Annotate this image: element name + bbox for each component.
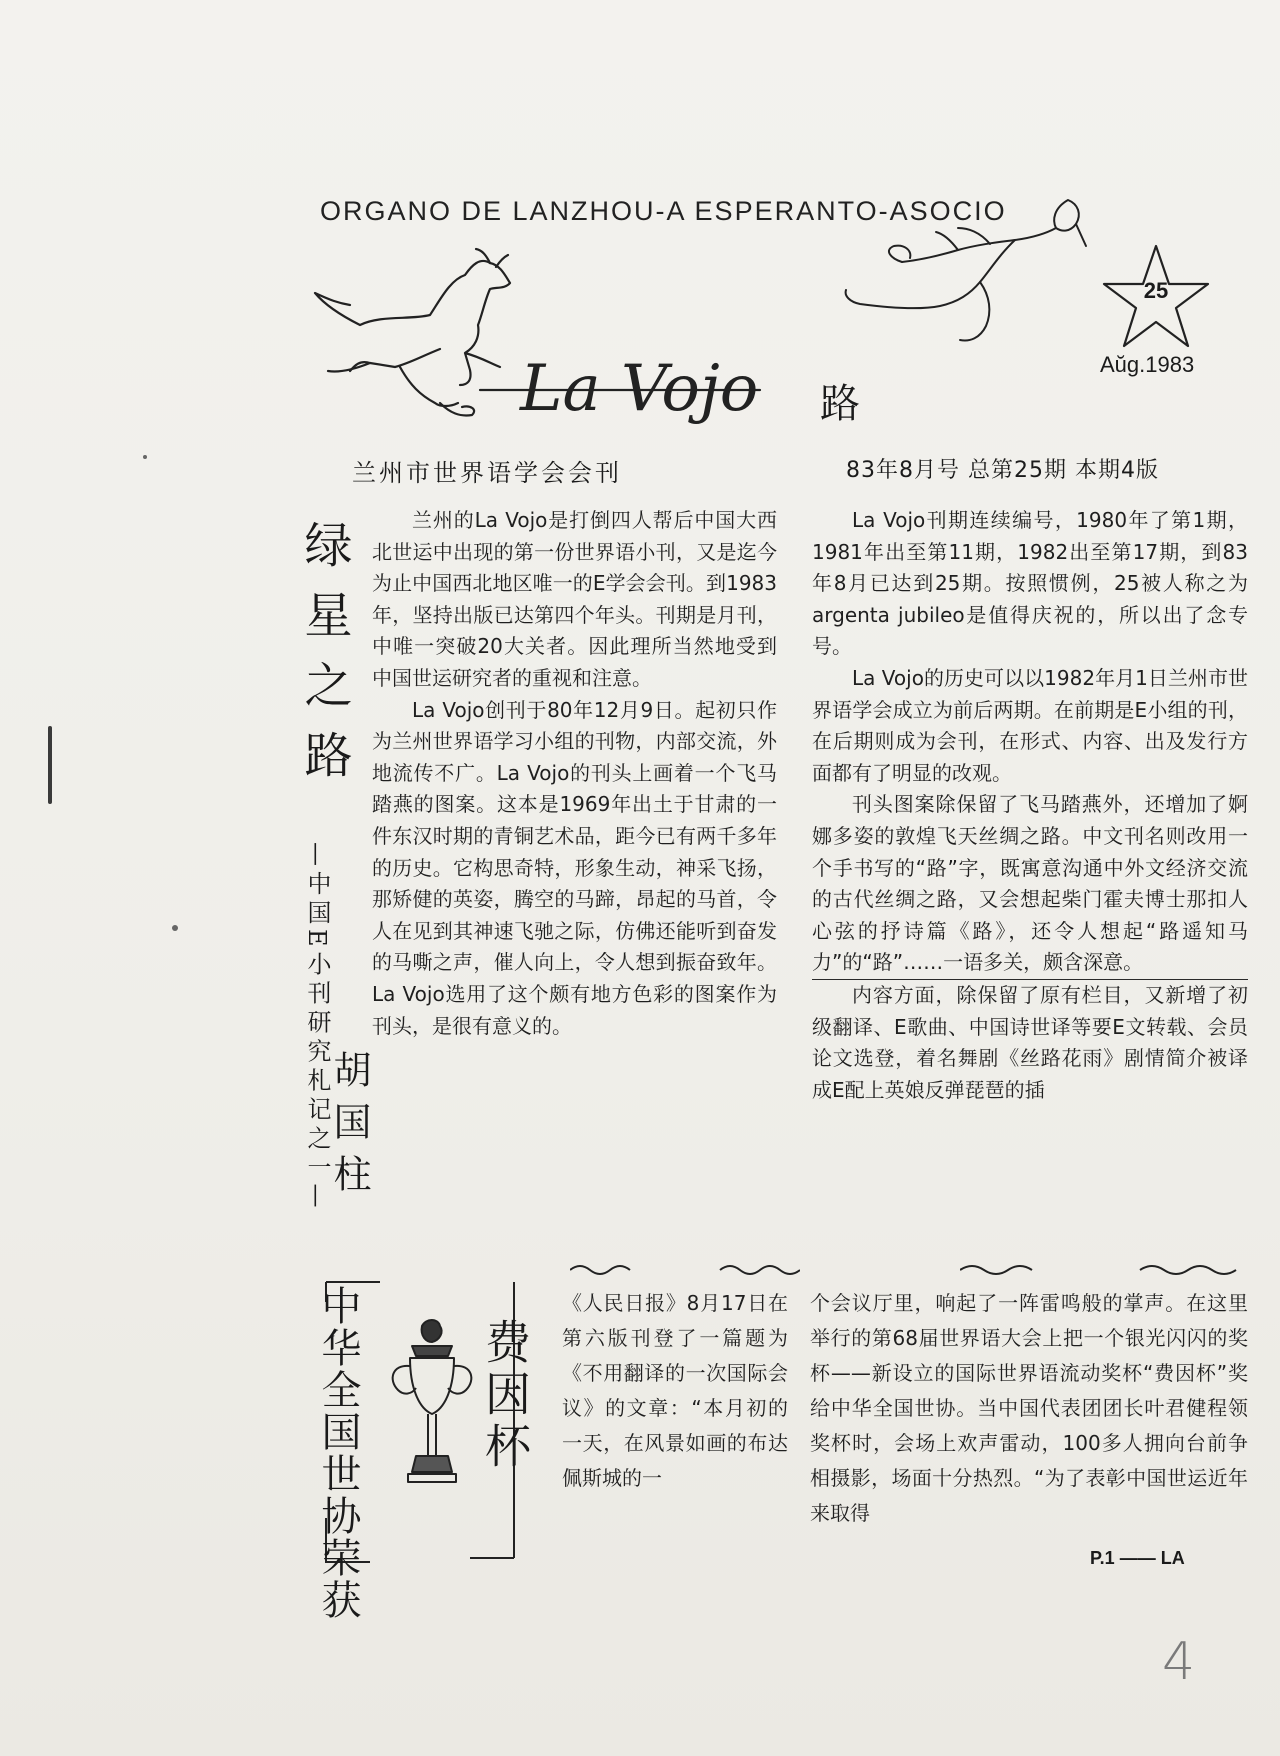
paragraph: 个会议厅里，响起了一阵雷鸣般的掌声。在这里举行的第68届世界语大会上把一个银光闪闪的奖杯——新设立的国际世界语流动奖杯“费因杯”奖给中华全国世协。当中国代表团团长叶君健程领奖杯时，会场上欢声雷动，100多人拥向台前争相摄影，场面十分热烈。“为了表彰中国世运近年来取得: [810, 1291, 1248, 1525]
article-column-1: [372, 505, 777, 1042]
news-headline-left: 中华全国世协荣获: [315, 1285, 361, 1621]
paragraph: La Vojo的历史可以以1982年月1日兰州市世界语学会成立为前后两期。在前期是E小组的刊，在后期则成为会刊，在形式、内容、出及发行方面都有了明显的改观。: [812, 665, 1248, 785]
issue-number: 25: [1143, 278, 1169, 303]
paragraph: 《人民日报》8月17日在第六版刊登了一篇题为《不用翻译的一次国际会议》的文章：“本月初的一天，在风景如画的布达佩斯城的一: [562, 1291, 788, 1490]
issue-date: Aŭg.1983: [1100, 352, 1195, 377]
paragraph: 刊头图案除保留了飞马踏燕外，还增加了婀娜多姿的敦煌飞天丝绸之路。中文刊名则改用一个手书写的“路”字，既寓意沟通中外文经济交流的古代丝绸之路，又会想起柴门霍夫博士那扣人心弦的抒诗篇《路》，还令人想起“路遥知马力”的“路”……一语多关，颇含深意。: [812, 789, 1248, 980]
news-column-b: [810, 1286, 1248, 1531]
handwritten-page-number: 4: [1162, 1632, 1196, 1692]
article-headline: 绿星之路: [296, 520, 352, 800]
organization-line: ORGANO DE LANZHOU-A ESPERANTO-ASOCIO: [320, 196, 1007, 226]
paragraph: 兰州的La Vojo是打倒四人帮后中国大西北世运中出现的第一份世界语小刊，又是迄今为止中国西北地区唯一的E学会会刊。到1983年，坚持出版已达第四个年头。刊期是月刊，中唯一突破20大关者。因此理所当然地受到中国世运研究者的重视和注意。: [372, 508, 777, 690]
ink-speck: [172, 925, 178, 931]
flying-apsaras-illustration: [840, 192, 1090, 352]
paragraph: La Vojo创刊于80年12月9日。起初只作为兰州世界语学习小组的刊物，内部交流，外地流传不广。La Vojo的刊头上画着一个飞马踏燕的图案。这本是1969年出土于甘肃的一件东汉时期的青铜艺术品，距今已有两千多年的历史。它构思奇特，形象生动，神采飞扬，那矫健的英姿，腾空的马蹄，昂起的马首，令人在见到其神速飞驰之际，仿佛还能听到奋发的马嘶之声，催人向上，令人想到振奋致年。La Vojo选用了这个颇有地方色彩的图案作为刊头，是很有意义的。: [372, 697, 777, 1038]
trophy-cup-icon: [382, 1316, 482, 1506]
article-column-2: [812, 505, 1248, 1106]
wavy-divider: [570, 1260, 800, 1280]
newsletter-title: La Vojo: [520, 352, 759, 426]
paragraph: 内容方面，除保留了原有栏目，又新增了初级翻译、E歌曲、中国诗世译等要E文转载、会员论文选登，着名舞剧《丝路花雨》剧情简介被译成E配上英娘反弹琵琶的插: [812, 982, 1248, 1102]
issue-info-subtitle: 83年8月号 总第25期 本期4版: [846, 458, 1159, 483]
article-author: 胡国柱: [327, 1050, 371, 1206]
staple: [48, 726, 52, 804]
paragraph: La Vojo刊期连续编号，1980年了第1期，1981年出至第11期，1982出至第17期，到83年8月已达到25期。按照惯例，25被人称之为argenta jubileo是值得庆祝的，所以出了念专号。: [812, 508, 1248, 659]
news-headline-right: 费因杯: [478, 1318, 532, 1474]
article-series: —中国E小刊研究札记之一—: [303, 842, 331, 1213]
news-column-a: [562, 1286, 788, 1496]
publisher-subtitle: 兰州市世界语学会会刊: [352, 459, 622, 487]
issue-star-badge: [1100, 242, 1212, 352]
newsletter-title-chinese: 路: [820, 381, 860, 427]
wavy-divider: [960, 1260, 1240, 1280]
ink-speck: [143, 455, 147, 459]
page-label: P.1 —— LA: [1090, 1548, 1185, 1568]
